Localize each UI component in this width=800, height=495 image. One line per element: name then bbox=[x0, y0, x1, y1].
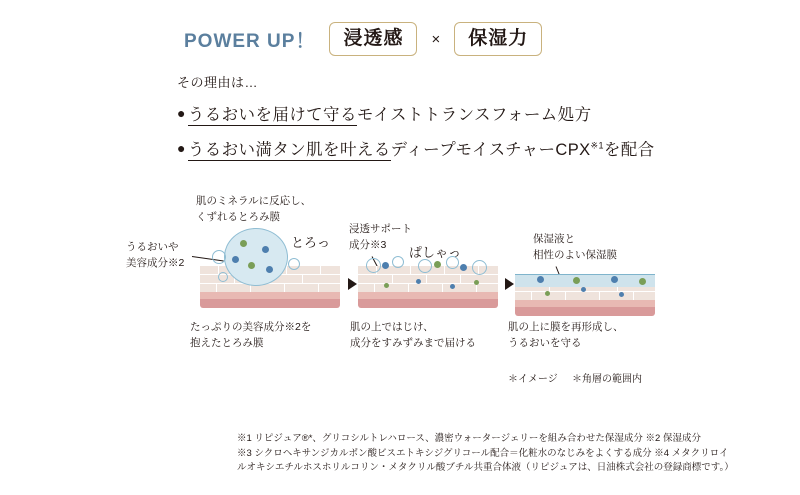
retained-dot bbox=[581, 287, 586, 292]
brick-div bbox=[318, 284, 319, 292]
bullet-2-footnote-marker: ※1 bbox=[590, 140, 604, 151]
step3-top-caption-line2: 相性のよい保湿膜 bbox=[533, 249, 617, 261]
bullet-2-tail: を配合 bbox=[603, 141, 655, 159]
brick-line bbox=[200, 283, 340, 284]
retained-dot bbox=[619, 292, 624, 297]
step2-onomatopoeia: ぱしゃっ bbox=[409, 245, 462, 260]
step3-top-caption-line1: 保湿液と bbox=[533, 233, 575, 245]
active-ingredient-dot bbox=[248, 262, 255, 269]
retained-dot bbox=[545, 291, 550, 296]
footnote-line-1: ※1 リピジュア®*、グリコシルトレハロース、濃密ウォータージェリーを組み合わせた保湿成分 ※2 保湿成分 bbox=[237, 433, 701, 444]
penetrating-dot bbox=[474, 280, 479, 285]
step2-bottom-caption-line1: 肌の上ではじけ、 bbox=[350, 321, 434, 333]
step1-droplet bbox=[212, 250, 226, 264]
step1-top-caption-line2: くずれるとろみ膜 bbox=[196, 211, 280, 223]
power-up-label: POWER UP！ bbox=[184, 30, 316, 52]
step2-top-caption-line2: 成分※3 bbox=[349, 239, 387, 251]
penetrating-dot bbox=[416, 279, 421, 284]
step2-dermis-light bbox=[358, 292, 498, 299]
brick-div bbox=[410, 266, 411, 274]
step1-droplet bbox=[288, 258, 300, 270]
brick-div bbox=[460, 275, 461, 283]
brick-div bbox=[320, 266, 321, 274]
brick-div bbox=[374, 284, 375, 292]
bullet-dot-1: ● bbox=[177, 105, 186, 121]
brick-div bbox=[531, 292, 532, 300]
pill-penetration: 浸透感 bbox=[329, 22, 417, 56]
step1-dermis-light bbox=[200, 292, 340, 299]
penetrating-dot bbox=[450, 284, 455, 289]
step1-dermis-dark bbox=[200, 299, 340, 308]
brick-div bbox=[599, 292, 600, 300]
times-symbol: × bbox=[431, 30, 441, 48]
step1-left-caption-line2: 美容成分※2 bbox=[126, 257, 185, 269]
active-ingredient-dot bbox=[573, 277, 580, 284]
brick-div bbox=[408, 284, 409, 292]
header bbox=[184, 22, 542, 56]
brick-div bbox=[284, 284, 285, 292]
brick-div bbox=[392, 275, 393, 283]
pill-moisture: 保湿力 bbox=[454, 22, 542, 56]
reason-label: その理由は… bbox=[177, 75, 259, 90]
footnotes bbox=[237, 432, 767, 476]
bullet-line-1 bbox=[177, 101, 591, 125]
brick-div bbox=[633, 292, 634, 300]
step3-bottom-caption-line2: うるおいを守る bbox=[508, 337, 582, 349]
step1-bottom-caption-line1: たっぷりの美容成分※2を bbox=[190, 321, 312, 333]
active-ingredient-dot bbox=[537, 276, 544, 283]
active-ingredient-dot bbox=[266, 266, 273, 273]
brick-div bbox=[442, 284, 443, 292]
active-ingredient-dot bbox=[240, 240, 247, 247]
step3-bottom-caption-line1: 肌の上に膜を再形成し、 bbox=[508, 321, 624, 333]
mechanism-diagram bbox=[0, 180, 800, 400]
active-ingredient-dot bbox=[460, 264, 467, 271]
penetrating-dot bbox=[384, 283, 389, 288]
active-ingredient-dot bbox=[382, 262, 389, 269]
step3-dermis-dark bbox=[515, 307, 655, 316]
active-ingredient-dot bbox=[262, 246, 269, 253]
active-ingredient-dot bbox=[434, 261, 441, 268]
step3-panel bbox=[515, 270, 655, 316]
brick-div bbox=[476, 284, 477, 292]
image-note: ＊イメージ bbox=[508, 374, 558, 385]
brick-div bbox=[216, 284, 217, 292]
active-ingredient-dot bbox=[611, 276, 618, 283]
step2-top-caption-line1: 浸透サポート bbox=[349, 223, 412, 235]
step1-bottom-caption-line2: 抱えたとろみ膜 bbox=[190, 337, 264, 349]
footnote-line-2: ※3 シクロヘキサンジカルボン酸ビスエトキシジグリコール配合＝化粧水のなじみをよくする成分 ※4 メタクリロイ bbox=[237, 447, 729, 459]
step1-left-caption-line1: うるおいや bbox=[126, 241, 179, 253]
step2-dermis-dark bbox=[358, 299, 498, 308]
step1-onomatopoeia: とろっ bbox=[291, 235, 331, 250]
bullet-dot-2: ● bbox=[177, 140, 186, 156]
footnote-line-3: ルオキシエチルホスホリルコリン・メタクリル酸ブチル共重合体液（リピジュアは、日油株式会社の登録商標です。） bbox=[237, 462, 734, 474]
bullet-2-rest: ディープモイスチャーCPX bbox=[390, 141, 591, 159]
active-ingredient-dot bbox=[232, 256, 239, 263]
step3-moisture-film bbox=[515, 274, 655, 287]
step-arrow-1 bbox=[348, 278, 357, 290]
step2-droplet bbox=[392, 256, 404, 268]
bullet-1-underlined: うるおいを届けて守る bbox=[187, 106, 357, 124]
step1-droplet bbox=[218, 272, 228, 282]
step2-droplet bbox=[366, 258, 381, 273]
range-note: ＊角層の範囲内 bbox=[572, 374, 642, 385]
brick-div bbox=[565, 292, 566, 300]
active-ingredient-dot bbox=[639, 278, 646, 285]
brick-div bbox=[286, 266, 287, 274]
step3-dermis-light bbox=[515, 300, 655, 307]
brick-div bbox=[302, 275, 303, 283]
step2-droplet bbox=[446, 256, 459, 269]
step1-panel bbox=[200, 228, 340, 308]
bullet-2-underlined: うるおい満タン肌を叶える bbox=[187, 141, 391, 159]
brick-div bbox=[426, 275, 427, 283]
step1-top-caption-line1: 肌のミネラルに反応し、 bbox=[196, 195, 312, 207]
brick-div bbox=[444, 266, 445, 274]
bullet-line-2 bbox=[177, 136, 655, 160]
step-arrow-2 bbox=[505, 278, 514, 290]
step2-droplet bbox=[472, 260, 487, 275]
bullet-1-rest: モイストトランスフォーム処方 bbox=[356, 106, 592, 124]
step2-droplet bbox=[418, 259, 432, 273]
step2-bottom-caption-line2: 成分をすみずみまで届ける bbox=[350, 337, 476, 349]
step2-panel bbox=[358, 256, 498, 308]
